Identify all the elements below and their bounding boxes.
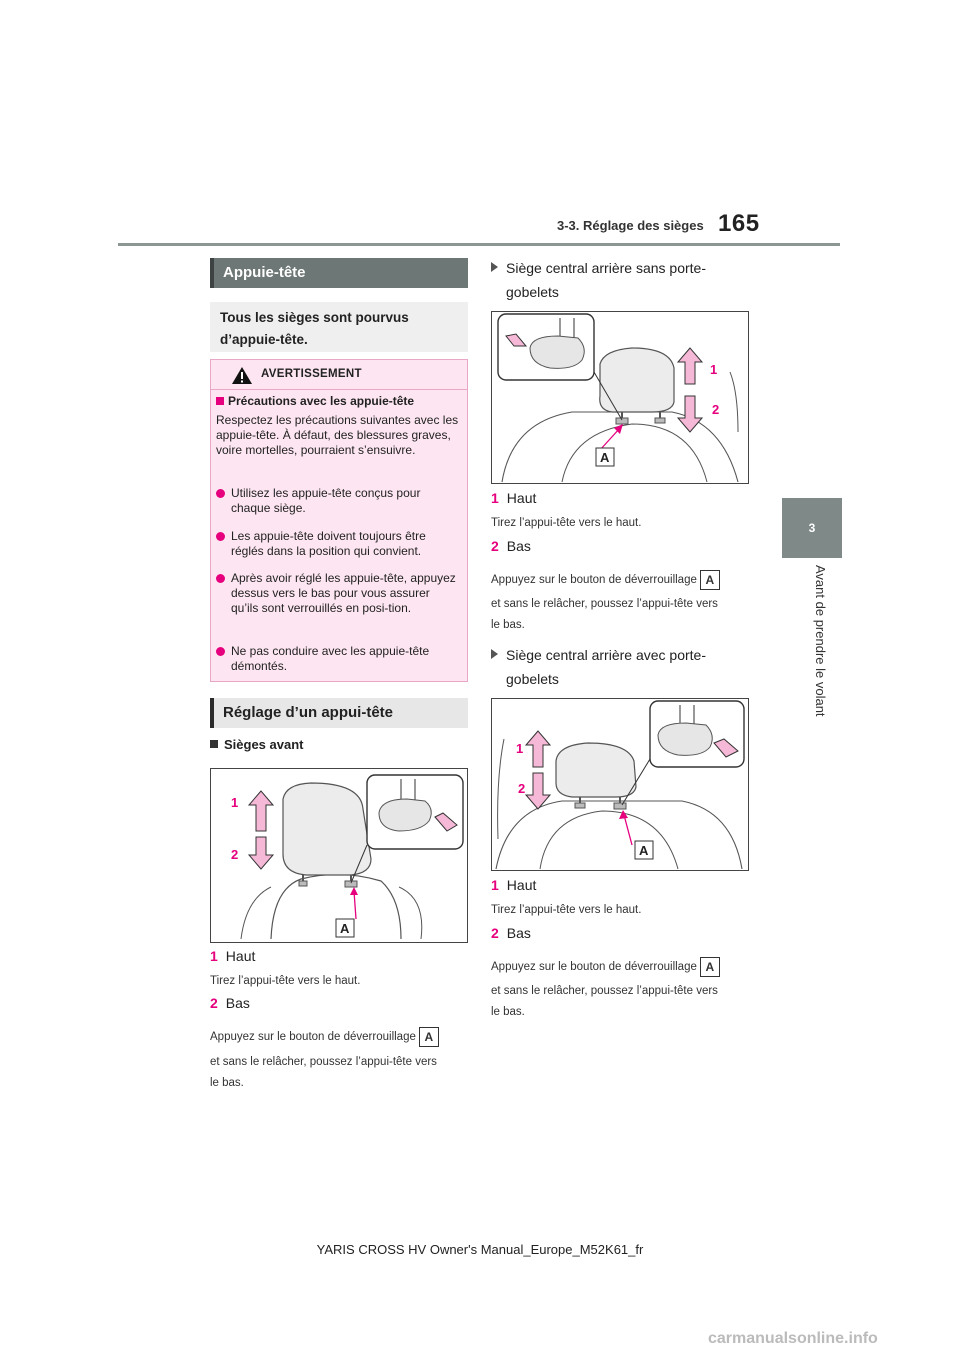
- svg-text:1: 1: [710, 362, 718, 377]
- right2-step-2-text-a: Appuyez sur le bouton de déverrouillage A: [491, 957, 720, 977]
- watermark[interactable]: carmanualsonline.info: [708, 1330, 878, 1347]
- left-step-2-text-a: Appuyez sur le bouton de déverrouillage A: [210, 1027, 439, 1047]
- left-step-2: 2 Bas: [210, 995, 250, 1011]
- right-step-2-text-b: et sans le relâcher, poussez l’appui-tête vers: [491, 598, 718, 610]
- heading-text: Appuie-tête: [223, 264, 306, 281]
- warning-bullet-1: Utilisez les appuie-tête conçus pour chaque siège.: [216, 486, 460, 516]
- right-step-2-text-c: le bas.: [491, 619, 525, 631]
- warning-intro: Respectez les précautions suivantes avec les appuie-tête. À défaut, des blessures graves, voire mortelles, pourraient s’ensuivre.: [216, 413, 459, 457]
- warning-box: [210, 359, 468, 682]
- right2-step-1-text: Tirez l’appui-tête vers le haut.: [491, 904, 642, 916]
- left-step-2-text-c: le bas.: [210, 1077, 244, 1089]
- right-step-2-text-a: Appuyez sur le bouton de déverrouillage A: [491, 570, 720, 590]
- right2-step-1: 1 Haut: [491, 877, 537, 893]
- svg-text:A: A: [340, 921, 350, 936]
- warning-bullet-2: Les appuie-tête doivent toujours être réglés dans la position qui convient.: [216, 529, 460, 559]
- button-a-label: A: [419, 1027, 439, 1047]
- right-step-1-text: Tirez l’appui-tête vers le haut.: [491, 517, 642, 529]
- right-step-1: 1 Haut: [491, 490, 537, 506]
- heading-appuie-tete: [210, 258, 468, 288]
- front-seats-heading: Sièges avant: [210, 737, 304, 752]
- right2-step-2-text-b: et sans le relâcher, poussez l’appui-tête vers: [491, 985, 718, 997]
- heading-text: Réglage d’un appui-tête: [223, 704, 394, 721]
- svg-text:2: 2: [712, 402, 720, 417]
- chapter-tab[interactable]: 3: [782, 498, 842, 558]
- warning-icon: [231, 366, 253, 385]
- svg-text:A: A: [600, 450, 610, 465]
- svg-text:2: 2: [231, 847, 239, 862]
- intro-text: Tous les sièges sont pourvus d’appuie-tête.: [220, 310, 409, 347]
- heading-reglage: [210, 698, 468, 728]
- rear-seat-no-cup-heading: Siège central arrière sans porte- gobelets: [491, 256, 706, 304]
- front-seat-figure: [210, 768, 468, 943]
- rear-seat-cup-figure: [491, 698, 749, 871]
- rear-seat-no-cup-figure: [491, 311, 749, 484]
- right2-step-2: 2 Bas: [491, 925, 531, 941]
- warning-subtitle: Précautions avec les appuie-tête: [216, 394, 464, 409]
- button-a-label: A: [700, 570, 720, 590]
- footer-manual-name: YARIS CROSS HV Owner's Manual_Europe_M52K61_fr: [316, 1242, 644, 1257]
- header-rule: [118, 243, 840, 246]
- rear-no-cup-headrest-illustration: [492, 312, 748, 483]
- page-number: 165: [718, 210, 760, 237]
- warning-bullet-4: Ne pas conduire avec les appuie-tête démontés.: [216, 644, 460, 674]
- right2-step-2-text-c: le bas.: [491, 1006, 525, 1018]
- chapter-title: [810, 565, 834, 745]
- svg-text:1: 1: [231, 795, 239, 810]
- button-a-label: A: [700, 957, 720, 977]
- chapter-title-text: Avant de prendre le volant: [813, 565, 828, 717]
- section-label: 3-3. Réglage des sièges: [557, 218, 704, 233]
- warning-header: [211, 360, 467, 390]
- right-step-2: 2 Bas: [491, 538, 531, 554]
- warning-label: AVERTISSEMENT: [261, 368, 362, 380]
- rear-seat-cup-heading: Siège central arrière avec porte- gobelets: [491, 643, 706, 691]
- left-step-1: 1 Haut: [210, 948, 256, 964]
- left-step-2-text-b: et sans le relâcher, poussez l’appui-tête vers: [210, 1056, 437, 1068]
- intro-box: [210, 302, 468, 352]
- warning-bullet-3: Après avoir réglé les appuie-tête, appuyez dessus vers le bas pour vous assurer qu’ils sont verrouillés en posi-tion.: [216, 571, 460, 616]
- front-headrest-illustration: [211, 769, 467, 942]
- left-step-1-text: Tirez l’appui-tête vers le haut.: [210, 975, 361, 987]
- svg-text:A: A: [639, 843, 649, 858]
- svg-text:2: 2: [518, 781, 526, 796]
- rear-cup-headrest-illustration: [492, 699, 748, 870]
- svg-text:1: 1: [516, 741, 524, 756]
